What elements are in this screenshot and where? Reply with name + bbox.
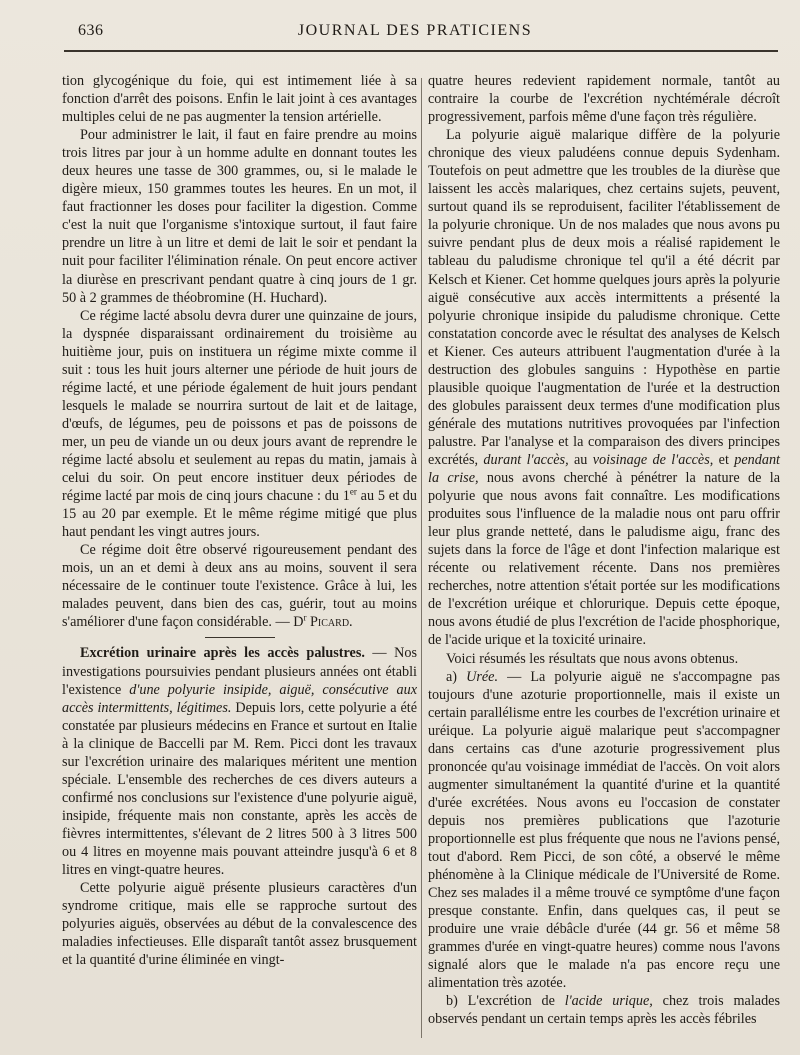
superscript: r (303, 612, 307, 623)
paragraph: Voici résumés les résultats que nous avons obtenus. (446, 650, 739, 667)
list-label: b) (446, 993, 468, 1010)
left-column (62, 72, 417, 969)
text-run: au (568, 451, 593, 468)
page-header (60, 22, 770, 44)
article-title: Excrétion urinaire après les accès palustres. (80, 645, 365, 662)
italic-run: Urée. (466, 668, 499, 685)
article-paragraph (62, 644, 417, 879)
text-run: Depuis lors, cette polyurie a été constatée par plusieurs médecins en France et surtout en Italie à la clinique de Baccelli par M. Rem. Picci dont les travaux sur l'excrétion urinaire des malariques méritent une mention spéciale. L'ensemble des recherches de ces divers auteurs a confirmé nos conclusions sur l'existence d'une polyurie aiguë, insipide, fréquente mais non constante, après les accès de fièvres intermittentes, s'élevant de 2 litres 500 à 3 litres 500 ou 4 litres en moyenne mais pouvant atteindre jusqu'à 6 et 8 litres en vingt-quatre heures. (62, 699, 417, 879)
text-run: La polyurie aiguë malarique diffère de la polyurie chronique des vieux paludéens connue depuis Sydenham. Toutefois on peut admettre que les troubles de la diurèse que laissent les accès malariques, chez certains sujets, peuvent, surtout quand ils se reproduisent, faciliter l'établissement de la polyurie chronique. Un de nos malades que nous avons pu suivre pendant plus de deux mois a réalisé rapidement le tableau du paludisme chronique tel qu'il a été décrit par Kelsch et Kiener. Cet homme quelques jours après la polyurie aiguë consécutive aux accès intermittents a présenté la polyurie chronique insipide du paludisme chronique. Cette constatation concorde avec le résultat des analyses de Kelsch et Kiener. Ces auteurs attribuent l'augmentation d'urée à la destruction des globules sanguins : Hypothèse en partie plausible quoique l'augmentation de l'urée et la destruction des globules paraissent deux termes d'une modification plus générale des mutations nutritives provoquées par l'infection palustre. Par l'analyse et la comparaison des divers principes excrétés, (428, 127, 780, 468)
text-run: Ce régime doit être observé rigoureusement pendant des mois, un an et demi à deux ans au moins, souvent il sera nécessaire de le continuer toute l'existence. Grâce à lui, les malades peuvent, dans bien des cas, guérir, tout au moins s'améliorer d'une façon considérable. — D (62, 542, 417, 631)
paragraph (62, 307, 417, 542)
header-rule (64, 50, 778, 52)
paragraph (428, 992, 780, 1028)
text-run: nous avons cherché à pénétrer la nature de la polyurie que nous avons fait connaître. Les modifications produites sous l'influence de la maladie nous ont paru offrir leur plus grande netteté, dans le paludisme aigu, franc des sujets dans la force de l'âge et dont l'infection malarique est récente ou relativement récente. Dans nos premières recherches, notre attention s'était portée sur les modifications de l'excrétion uréique et chlorurique. Depuis cette époque, nous avons étudié de plus l'excrétion de l'acide phosphorique, de l'acide urique et la toxicité urinaire. (428, 470, 780, 649)
paragraph: Cette polyurie aiguë présente plusieurs caractères d'un syndrome critique, mais elle se rapproche surtout des polyuries aiguës, observées au début de la convalescence des maladies infectieuses. Elle disparaît tantôt assez brusquement et la quantité d'urine éliminée en vingt- (62, 880, 417, 969)
superscript: er (349, 486, 357, 497)
paragraph (62, 541, 417, 631)
journal-title: JOURNAL DES PRATICIENS (297, 22, 533, 39)
paragraph: tion glycogénique du foie, qui est intimement liée à sa fonction d'arrêt des poisons. Enfin le lait joint à ces avantages multiples celui de ne pas augmenter la tension artérielle. (62, 73, 417, 126)
italic-run: pendant la crise, (428, 451, 780, 487)
italic-run: voisinage de l'accès, (592, 451, 714, 468)
paragraph: Pour administrer le lait, il faut en faire prendre au moins trois litres par jour à un homme adulte en donnant toutes les deux heures une tasse de 300 grammes, ou, si le malade le digère mieux, 150 grammes toutes les heures. En un mot, il faut fractionner les doses pour faciliter la digestion. Comme c'est la nuit que l'organisme s'intoxique surtout, il faut faire prendre un litre à un litre et demi de lait le soir et pendant la nuit pour faciliter l'élimination rénale. On peut encore activer la diurèse en prescrivant pendant quatre à cinq jours de 1 gr. 50 à 2 grammes de théobromine (H. Huchard). (62, 127, 417, 306)
section-separator (205, 637, 275, 638)
page-number: 636 (78, 22, 104, 39)
text-run: et (713, 451, 735, 468)
italic-run: d'une polyurie insipide, aiguë, consécutive aux accès intermittents, légitimes. (62, 681, 417, 716)
text-run: au 5 et du 15 au 20 par exemple. Et le même régime mitigé que plus haut pendant les vingt autres jours. (62, 488, 417, 541)
text-run: L'excrétion de (467, 993, 565, 1010)
italic-run: durant l'accès, (483, 451, 569, 468)
text-run: — La polyurie aiguë ne s'accompagne pas toujours d'une azoturie proportionnelle, mais il existe un certain parallélisme entre les courbes de l'excrétion urinaire et uréique. La polyurie aiguë malarique peut s'accompagner dans certains cas d'une azoturie progressivement plus prononcée qu'au voisinage immédiat de l'accès. On voit alors augmenter simultanément la quantité d'urine et la quantité d'urée excrétées. Nous avons eu l'occasion de constater depuis nos premières publications que l'azoturie proportionnelle est plus fréquente que nous ne l'avions pensé, tout d'abord. Rem Picci, de son côté, a observé le même phénomène à la Clinique médicale de l'Université de Rome. Chez ses malades il a même trouvé ce symptôme d'une façon presque constante. Enfin, dans quelques cas, il peut se produire une vraie débâcle d'urée (44 gr. 56 et même 58 grammes d'urée en vingt-quatre heures) comme nous l'avons signalé alors que le malade n'a pas encore reçu une alimentation très azotée. (428, 668, 780, 992)
paragraph (428, 126, 780, 649)
author-signature: Picard. (306, 614, 353, 631)
right-column (428, 72, 780, 1028)
italic-run: l'acide urique, (564, 993, 653, 1010)
text-run: chez trois malades observés pendant un certain temps après les accès fébriles (428, 993, 780, 1028)
text-run: — Nos investigations poursuivies pendant plusieurs années ont établi l'existence (62, 645, 417, 698)
paragraph: quatre heures redevient rapidement normale, tantôt au contraire la courbe de l'excrétion nychtémérale décroît progressivement, parfois même d'une façon très régulière. (428, 73, 780, 126)
list-label: a) (446, 668, 467, 685)
paragraph (428, 668, 780, 993)
column-divider (421, 78, 422, 1038)
text-run: Ce régime lacté absolu devra durer une quinzaine de jours, la dyspnée disparaissant ordinairement du troisième au huitième jour, puis on instituera un régime mixte comme il suit : tous les huit jours alterner une période de huit jours de régime lacté, et une période également de huit jours pendant lesquels le malade se nourrira surtout de lait et de laitage, d'œufs, de légumes, peu de poissons et pas de poissons de mer, un peu de viande un ou deux jours avant de reprendre le régime lacté absolu et seulement au repas du matin, jamais à celui du soir. On peut encore instituer deux périodes de régime lacté par mois de cinq jours chacune : du 1 (62, 307, 417, 505)
